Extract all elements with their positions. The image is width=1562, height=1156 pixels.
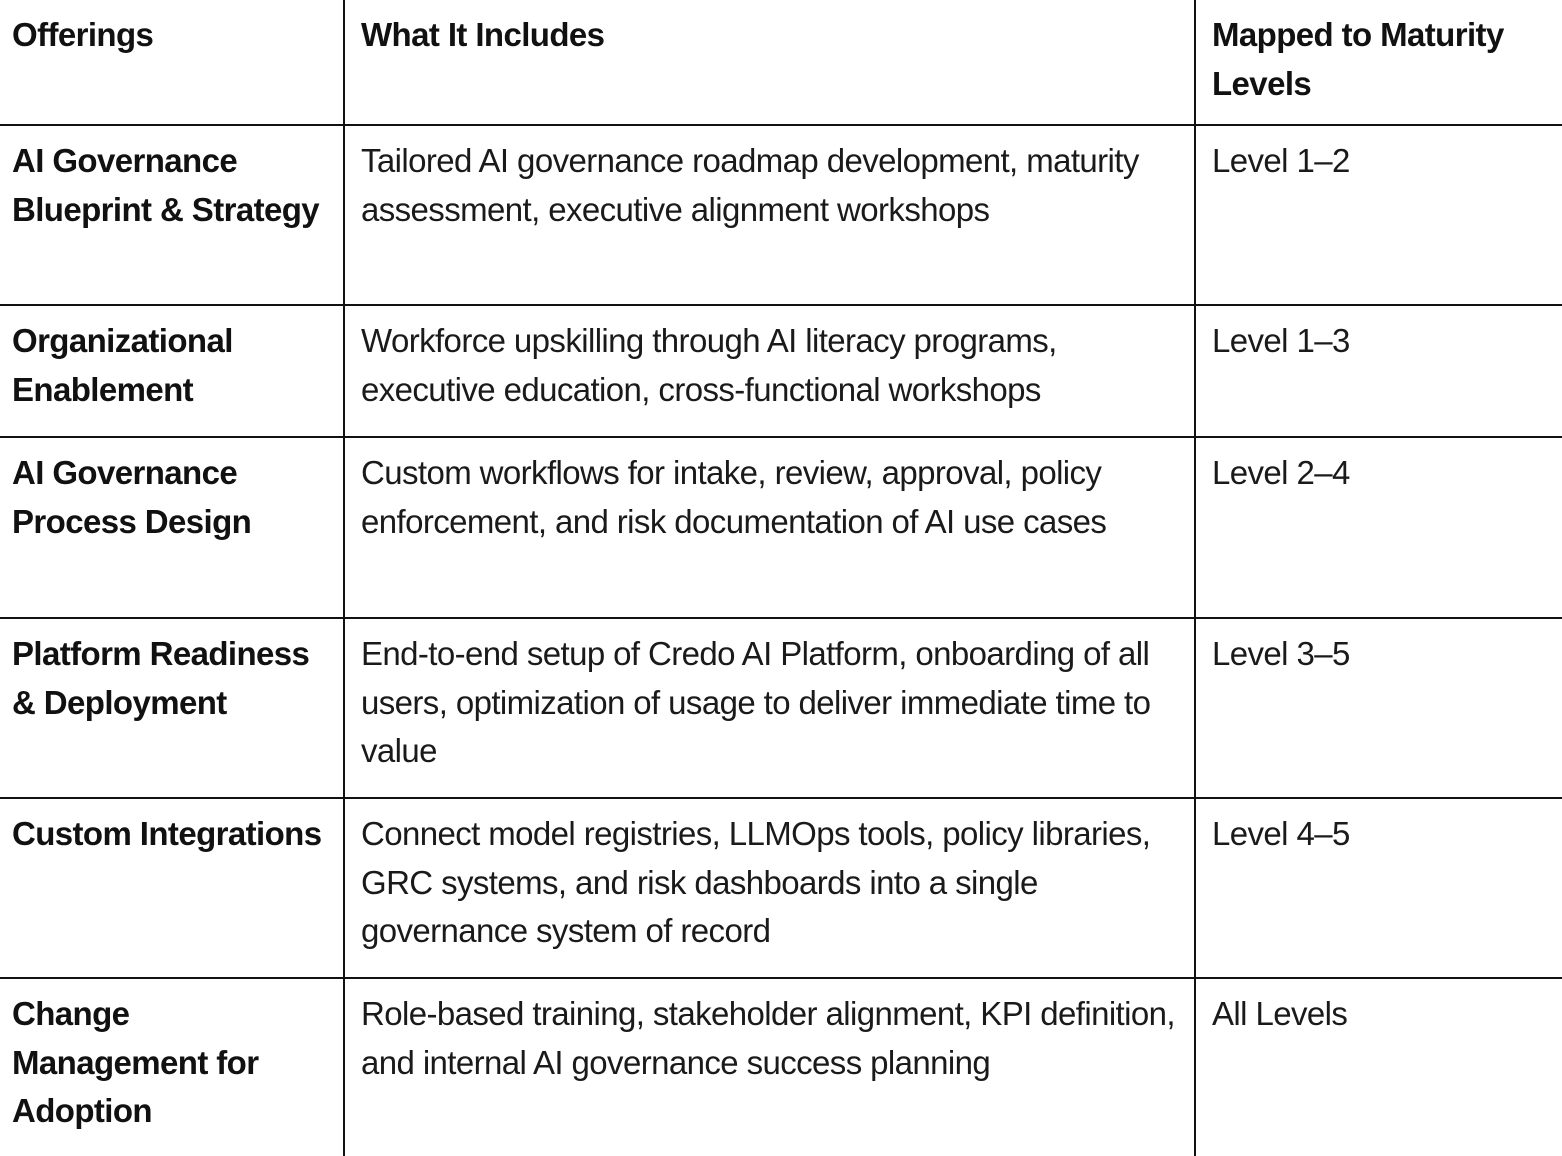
table-row [0,305,1562,437]
table-row [0,978,1562,1156]
includes-cell: Role-based training, stakeholder alignment, KPI definition, and internal AI governance success planning [344,978,1195,1156]
table-row [0,125,1562,305]
level-cell: Level 3–5 [1195,618,1562,798]
header-what-it-includes: What It Includes [344,0,1195,125]
includes-cell: Custom workflows for intake, review, approval, policy enforcement, and risk documentation of AI use cases [344,437,1195,618]
includes-cell: Tailored AI governance roadmap development, maturity assessment, executive alignment workshops [344,125,1195,305]
includes-cell: Connect model registries, LLMOps tools, policy libraries, GRC systems, and risk dashboards into a single governance system of record [344,798,1195,978]
offering-cell: Custom Integrations [12,815,322,852]
table-row [0,618,1562,798]
level-cell: All Levels [1195,978,1562,1156]
offering-cell: Change Management for Adoption [12,995,259,1129]
offering-cell: AI Governance Blueprint & Strategy [12,142,320,228]
offering-cell: Organizational Enablement [12,322,233,408]
level-cell: Level 4–5 [1195,798,1562,978]
table-body [0,125,1562,1156]
header-offerings: Offerings [12,16,154,53]
table-row [0,437,1562,618]
offering-cell: AI Governance Process Design [12,454,252,540]
level-cell: Level 1–3 [1195,305,1562,437]
offering-cell: Platform Readiness & Deployment [12,635,310,721]
table-header [0,0,1562,125]
header-row [0,0,1562,125]
includes-cell: End-to-end setup of Credo AI Platform, onboarding of all users, optimization of usage to deliver immediate time to value [344,618,1195,798]
table-row [0,798,1562,978]
header-maturity-levels: Mapped to Maturity Levels [1195,0,1562,125]
includes-cell: Workforce upskilling through AI literacy programs, executive education, cross-functional workshops [344,305,1195,437]
level-cell: Level 1–2 [1195,125,1562,305]
level-cell: Level 2–4 [1195,437,1562,618]
